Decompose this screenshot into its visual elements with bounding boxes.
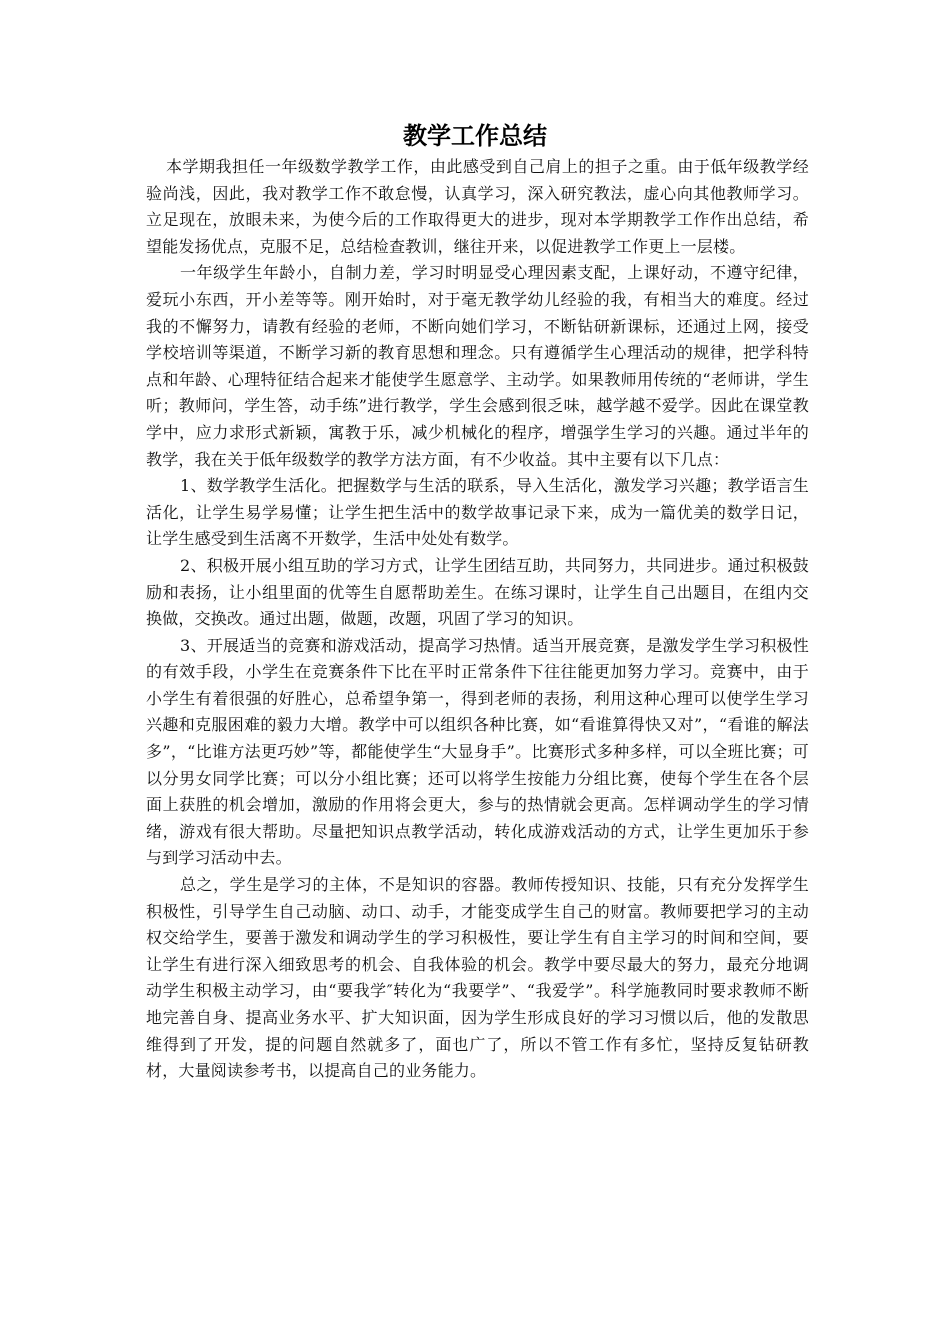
paragraph-point-2: 2、积极开展小组互助的学习方式，让学生团结互助，共同努力，共同进步。通过积极鼓励和表扬，让小组里面的优等生自愿帮助差生。在练习课时，让学生自己出题目，在组内交换做，交换改。通过出题，做题，改题，巩固了学习的知识。 [146, 555, 809, 629]
paragraph-point-1: 1、数学教学生活化。把握数学与生活的联系，导入生活化，激发学习兴趣；教学语言生活化，让学生易学易懂；让学生把生活中的数学故事记录下来，成为一篇优美的数学日记，让学生感受到生活离不开数学，生活中处处有数学。 [146, 476, 809, 549]
document-body [146, 154, 809, 1085]
paragraph-student-characteristics: 一年级学生年龄小，自制力差，学习时明显受心理因素支配，上课好动，不遵守纪律，爱玩小东西，开小差等等。刚开始时，对于毫无教学幼儿经验的我，有相当大的难度。经过我的不懈努力，请教有经验的老师，不断向她们学习，不断钻研新课标，还通过上网，接受学校培训等渠道，不断学习新的教育思想和理念。只有遵循学生心理活动的规律，把学科特点和年龄、心理特征结合起来才能使学生愿意学、主动学。如果教师用传统的“老师讲，学生听；教师问，学生答，动手练”进行教学，学生会感到很乏味，越学越不爱学。因此在课堂教学中，应力求形式新颖，寓教于乐，减少机械化的程序，增强学生学习的兴趣。通过半年的教学，我在关于低年级数学的教学方法方面，有不少收益。其中主要有以下几点： [146, 263, 809, 469]
paragraph-point-3: 3、开展适当的竞赛和游戏活动，提高学习热情。适当开展竞赛，是激发学生学习积极性的有效手段，小学生在竞赛条件下比在平时正常条件下往往能更加努力学习。竞赛中，由于小学生有着很强的好胜心，总希望争第一，得到老师的表扬，利用这种心理可以使学生学习兴趣和克服困难的毅力大增。教学中可以组织各种比赛，如“看谁算得快又对”，“看谁的解法多”，“比谁方法更巧妙”等，都能使学生“大显身手”。比赛形式多种多样，可以全班比赛；可以分男女同学比赛；可以分小组比赛；还可以将学生按能力分组比赛，使每个学生在各个层面上获胜的机会增加，激励的作用将会更大，参与的热情就会更高。怎样调动学生的学习情绪，游戏有很大帮助。尽量把知识点教学活动，转化成游戏活动的方式，让学生更加乐于参与到学习活动中去。 [146, 635, 809, 868]
document-title: 教学工作总结 [403, 122, 547, 150]
paragraph-intro: 本学期我担任一年级数学教学工作，由此感受到自己肩上的担子之重。由于低年级教学经验尚浅，因此，我对教学工作不敢怠慢，认真学习，深入研究教法，虚心向其他教师学习。立足现在，放眼未来，为使今后的工作取得更大的进步，现对本学期教学工作作出总结，希望能发扬优点，克服不足，总结检查教训，继往开来，以促进教学工作更上一层楼。 [146, 157, 809, 256]
paragraph-conclusion: 总之，学生是学习的主体，不是知识的容器。教师传授知识、技能，只有充分发挥学生积极性，引导学生自己动脑、动口、动手，才能变成学生自己的财富。教师要把学习的主动权交给学生，要善于激发和调动学生的学习积极性，要让学生有自主学习的时间和空间，要让学生有进行深入细致思考的机会、自我体验的机会。教学中要尽最大的努力，最充分地调动学生积极主动学习，由“要我学″转化为“我要学”、“我爱学”。科学施教同时要求教师不断地完善自身、提高业务水平、扩大知识面，因为学生形成良好的学习习惯以后，他的发散思维得到了开发，提的问题自然就多了，面也广了，所以不管工作有多忙，坚持反复钻研教材，大量阅读参考书，以提高自己的业务能力。 [146, 875, 809, 1081]
